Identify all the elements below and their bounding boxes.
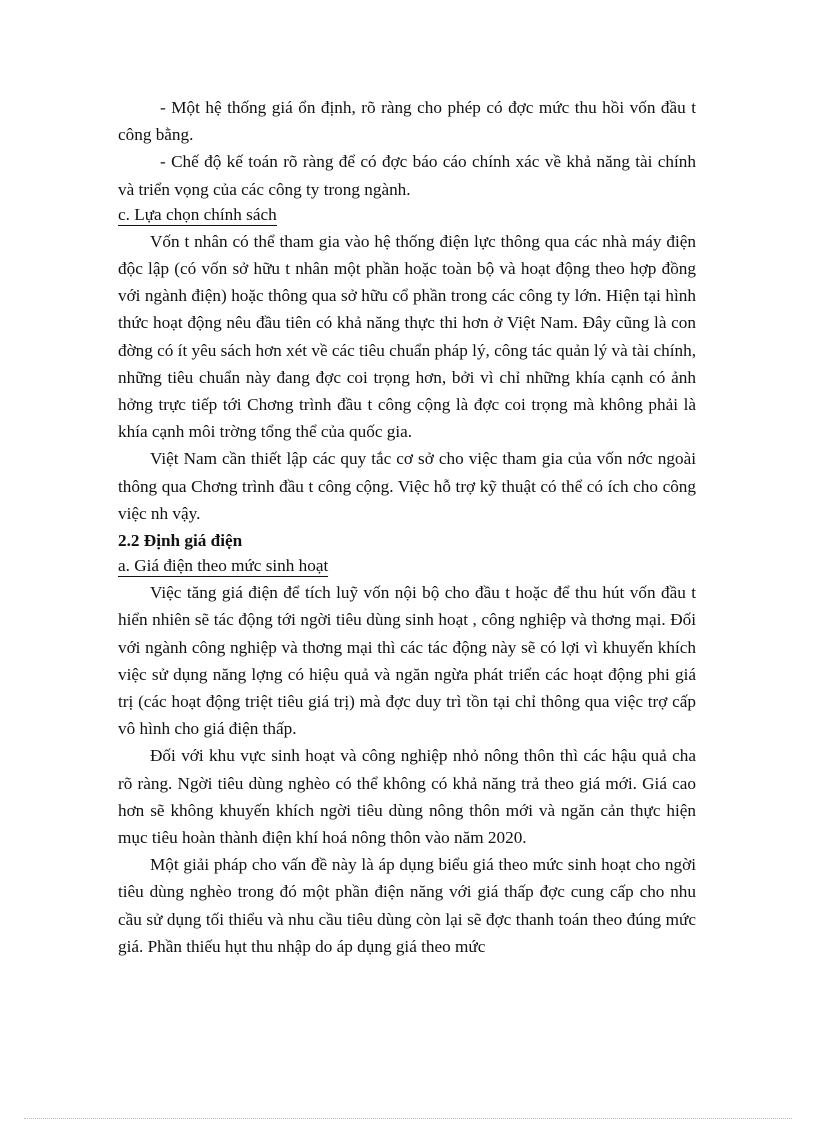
section-heading-electricity-pricing: 2.2 Định giá điện	[118, 531, 243, 551]
paragraph-private-capital: Vốn t nhân có thể tham gia vào hệ thống điện lực thông qua các nhà máy điện độc lập (có vốn sở hữu t nhân một phần hoặc toàn bộ và hoạt động theo hợp đồng với ngành điện) hoặc thông qua sở hữu cổ phần trong các công ty lớn. Hiện tại hình thức hoạt động nêu đầu tiên có khả năng thực thi hơn ở Việt Nam. Đây cũng là con đờng có ít yêu sách hơn xét về các tiêu chuẩn pháp lý, công tác quản lý và tài chính, những tiêu chuẩn này đang đợc coi trọng hơn, bởi vì chỉ những khía cạnh có ảnh hởng trực tiếp tới Chơng trình đầu t công cộng là đợc coi trọng mà không phải là khía cạnh môi trờng tổng thể của quốc gia.	[118, 231, 697, 442]
paragraph-lifeline-solution: Một giải pháp cho vấn đề này là áp dụng biểu giá theo mức sinh hoạt cho ngời tiêu dùng nghèo trong đó một phần điện năng với giá thấp đợc cung cấp cho nhu cầu sử dụng tối thiểu và nhu cầu tiêu dùng còn lại sẽ đợc thanh toán theo đúng mức giá. Phần thiếu hụt thu nhập do áp dụng giá theo mức	[118, 855, 696, 956]
page-bottom-divider	[24, 1118, 792, 1119]
document-page	[118, 94, 696, 960]
paragraph-price-increase: Việc tăng giá điện để tích luỹ vốn nội bộ cho đầu t hoặc để thu hút vốn đầu t hiển nhiên sẽ tác động tới ngời tiêu dùng sinh hoạt , công nghiệp và thơng mại. Đối với ngành công nghiệp và thơng mại thì các tác động này sẽ có lợi vì khuyến khích việc sử dụng năng lợng có hiệu quả và ngăn ngừa phát triển các hoạt động phi giá trị (các hoạt động triệt tiêu giá trị) mà đợc duy trì tồn tại chỉ thông qua việc trợ cấp vô hình cho giá điện thấp.	[118, 583, 696, 739]
subheading-policy-choice: c. Lựa chọn chính sách	[118, 204, 277, 224]
bullet-accounting-regime: - Chế độ kế toán rõ ràng để có đợc báo cáo chính xác về khả năng tài chính và triển vọng của các công ty trong ngành.	[118, 152, 696, 199]
paragraph-foreign-capital: Việt Nam cần thiết lập các quy tắc cơ sở cho việc tham gia của vốn nớc ngoài thông qua Chơng trình đầu t công cộng. Việc hỗ trợ kỹ thuật có thể có ích cho công việc nh vậy.	[118, 449, 696, 523]
subheading-lifeline-tariff: a. Giá điện theo mức sinh hoạt	[118, 556, 329, 576]
paragraph-rural-consequences: Đối với khu vực sinh hoạt và công nghiệp nhỏ nông thôn thì các hậu quả cha rõ ràng. Ngời tiêu dùng nghèo có thể không có khả năng trả theo giá mới. Giá cao hơn sẽ không khuyến khích ngời tiêu dùng nông thôn mới và ngăn cản thực hiện mục tiêu hoàn thành điện khí hoá nông thôn vào năm 2020.	[118, 746, 696, 848]
bullet-stable-pricing: - Một hệ thống giá ổn định, rõ ràng cho phép có đợc mức thu hồi vốn đầu t công bằng.	[118, 98, 696, 145]
